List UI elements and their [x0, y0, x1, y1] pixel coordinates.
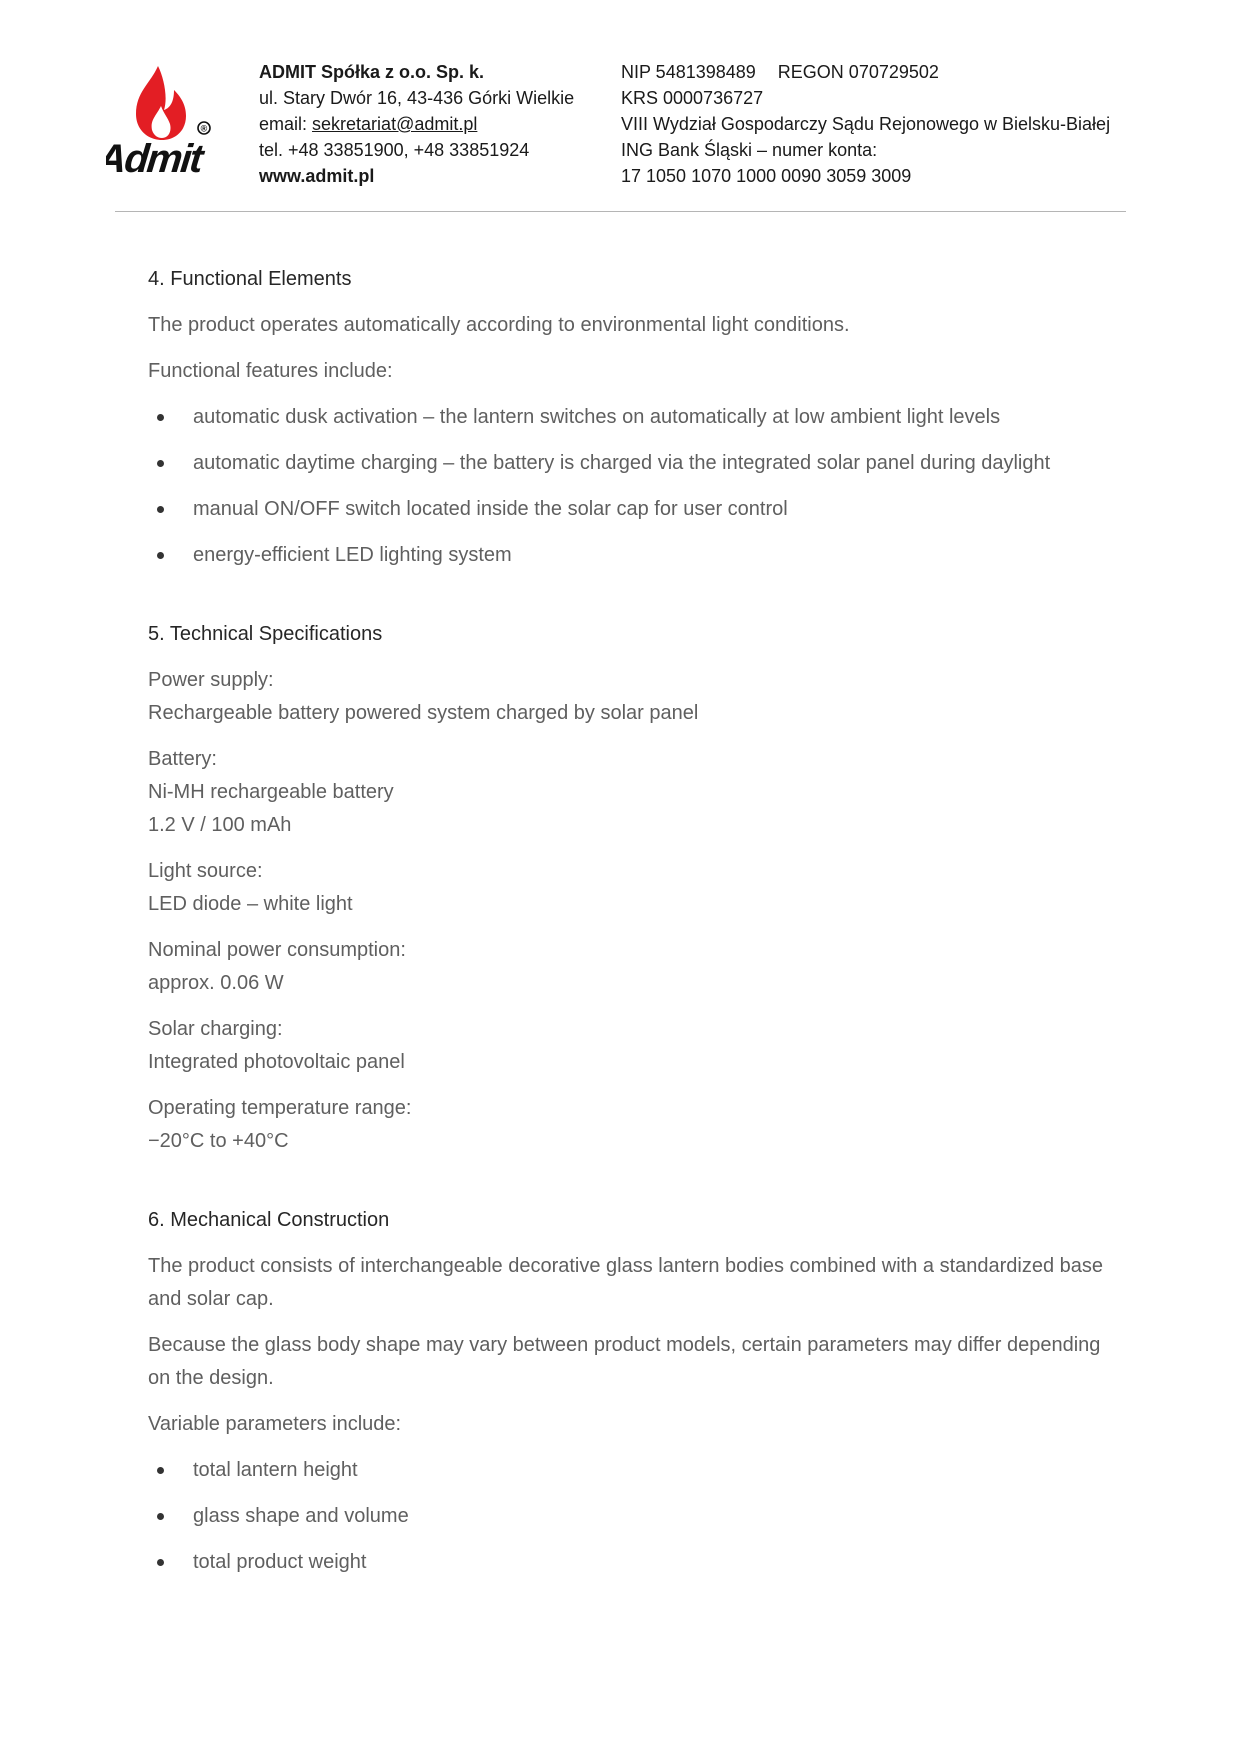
bank-account: 17 1050 1070 1000 0090 3059 3009	[621, 166, 912, 186]
section-technical-title: 5. Technical Specifications	[148, 623, 383, 645]
bank-name: ING Bank Śląski – numer konta:	[621, 140, 878, 160]
spec-label: Solar charging:	[148, 1018, 283, 1040]
list-item: energy-efficient LED lighting system	[148, 539, 1128, 572]
features-label: Functional features include:	[148, 360, 393, 382]
spec-value: Rechargeable battery powered system charged by solar panel	[148, 702, 699, 724]
spec-value: −20°C to +40°C	[148, 1130, 289, 1152]
spec-battery	[148, 743, 1128, 842]
svg-text:®: ®	[200, 123, 208, 134]
bullet-icon	[157, 552, 164, 559]
email-link[interactable]: sekretariat@admit.pl	[312, 114, 478, 134]
bullet-icon	[157, 506, 164, 513]
svg-text:Admit: Admit	[106, 137, 204, 181]
company-logo	[106, 62, 236, 182]
list-item: glass shape and volume	[148, 1500, 1128, 1533]
spec-power-supply	[148, 664, 1128, 730]
list-item: total lantern height	[148, 1454, 1128, 1487]
spec-power-consumption	[148, 934, 1128, 1000]
company-contact-block	[259, 59, 574, 189]
section-mechanical-title: 6. Mechanical Construction	[148, 1209, 390, 1231]
document-body	[148, 263, 1128, 1592]
company-address: ul. Stary Dwór 16, 43-436 Górki Wielkie	[259, 88, 575, 108]
bullet-icon	[157, 1559, 164, 1566]
spec-value: approx. 0.06 W	[148, 972, 284, 994]
spec-solar-charging	[148, 1013, 1128, 1079]
spec-value: Ni-MH rechargeable battery	[148, 781, 394, 803]
params-list	[148, 1454, 1128, 1579]
header-divider	[115, 211, 1126, 212]
list-item: total product weight	[148, 1546, 1128, 1579]
nip-number: NIP 5481398489	[621, 62, 756, 82]
spec-value: 1.2 V / 100 mAh	[148, 814, 292, 836]
list-item: automatic dusk activation – the lantern switches on automatically at low ambient light levels	[148, 401, 1128, 434]
spec-label: Light source:	[148, 860, 263, 882]
bullet-icon	[157, 460, 164, 467]
spec-light-source	[148, 855, 1128, 921]
functional-intro: The product operates automatically according to environmental light conditions.	[148, 314, 850, 336]
spec-label: Battery:	[148, 748, 217, 770]
tax-ids	[621, 59, 1110, 85]
company-name: ADMIT Spółka z o.o. Sp. k.	[259, 62, 485, 82]
spec-label: Operating temperature range:	[148, 1097, 412, 1119]
list-item: automatic daytime charging – the battery is charged via the integrated solar panel during daylight	[148, 447, 1128, 480]
list-item: manual ON/OFF switch located inside the solar cap for user control	[148, 493, 1128, 526]
company-website: www.admit.pl	[259, 166, 375, 186]
mechanical-para-1: The product consists of interchangeable decorative glass lantern bodies combined with a standardized base and solar cap.	[148, 1255, 1104, 1310]
company-email-line	[259, 111, 574, 137]
krs-number: KRS 0000736727	[621, 88, 764, 108]
spec-label: Power supply:	[148, 669, 274, 691]
section-functional-title: 4. Functional Elements	[148, 268, 352, 290]
spec-temperature-range	[148, 1092, 1128, 1158]
mechanical-para-2: Because the glass body shape may vary between product models, certain parameters may differ depending on the design.	[148, 1334, 1101, 1389]
spec-label: Nominal power consumption:	[148, 939, 406, 961]
features-list	[148, 401, 1128, 572]
spec-value: Integrated photovoltaic panel	[148, 1051, 405, 1073]
court-registry: VIII Wydział Gospodarczy Sądu Rejonowego w Bielsku-Białej	[621, 114, 1111, 134]
registry-block	[621, 59, 1110, 189]
email-label: email:	[259, 114, 308, 134]
company-phone: tel. +48 33851900, +48 33851924	[259, 140, 530, 160]
bullet-icon	[157, 1513, 164, 1520]
bullet-icon	[157, 414, 164, 421]
params-label: Variable parameters include:	[148, 1413, 402, 1435]
flame-icon	[106, 62, 236, 182]
regon-number: REGON 070729502	[777, 62, 939, 82]
bullet-icon	[157, 1467, 164, 1474]
spec-value: LED diode – white light	[148, 893, 353, 915]
